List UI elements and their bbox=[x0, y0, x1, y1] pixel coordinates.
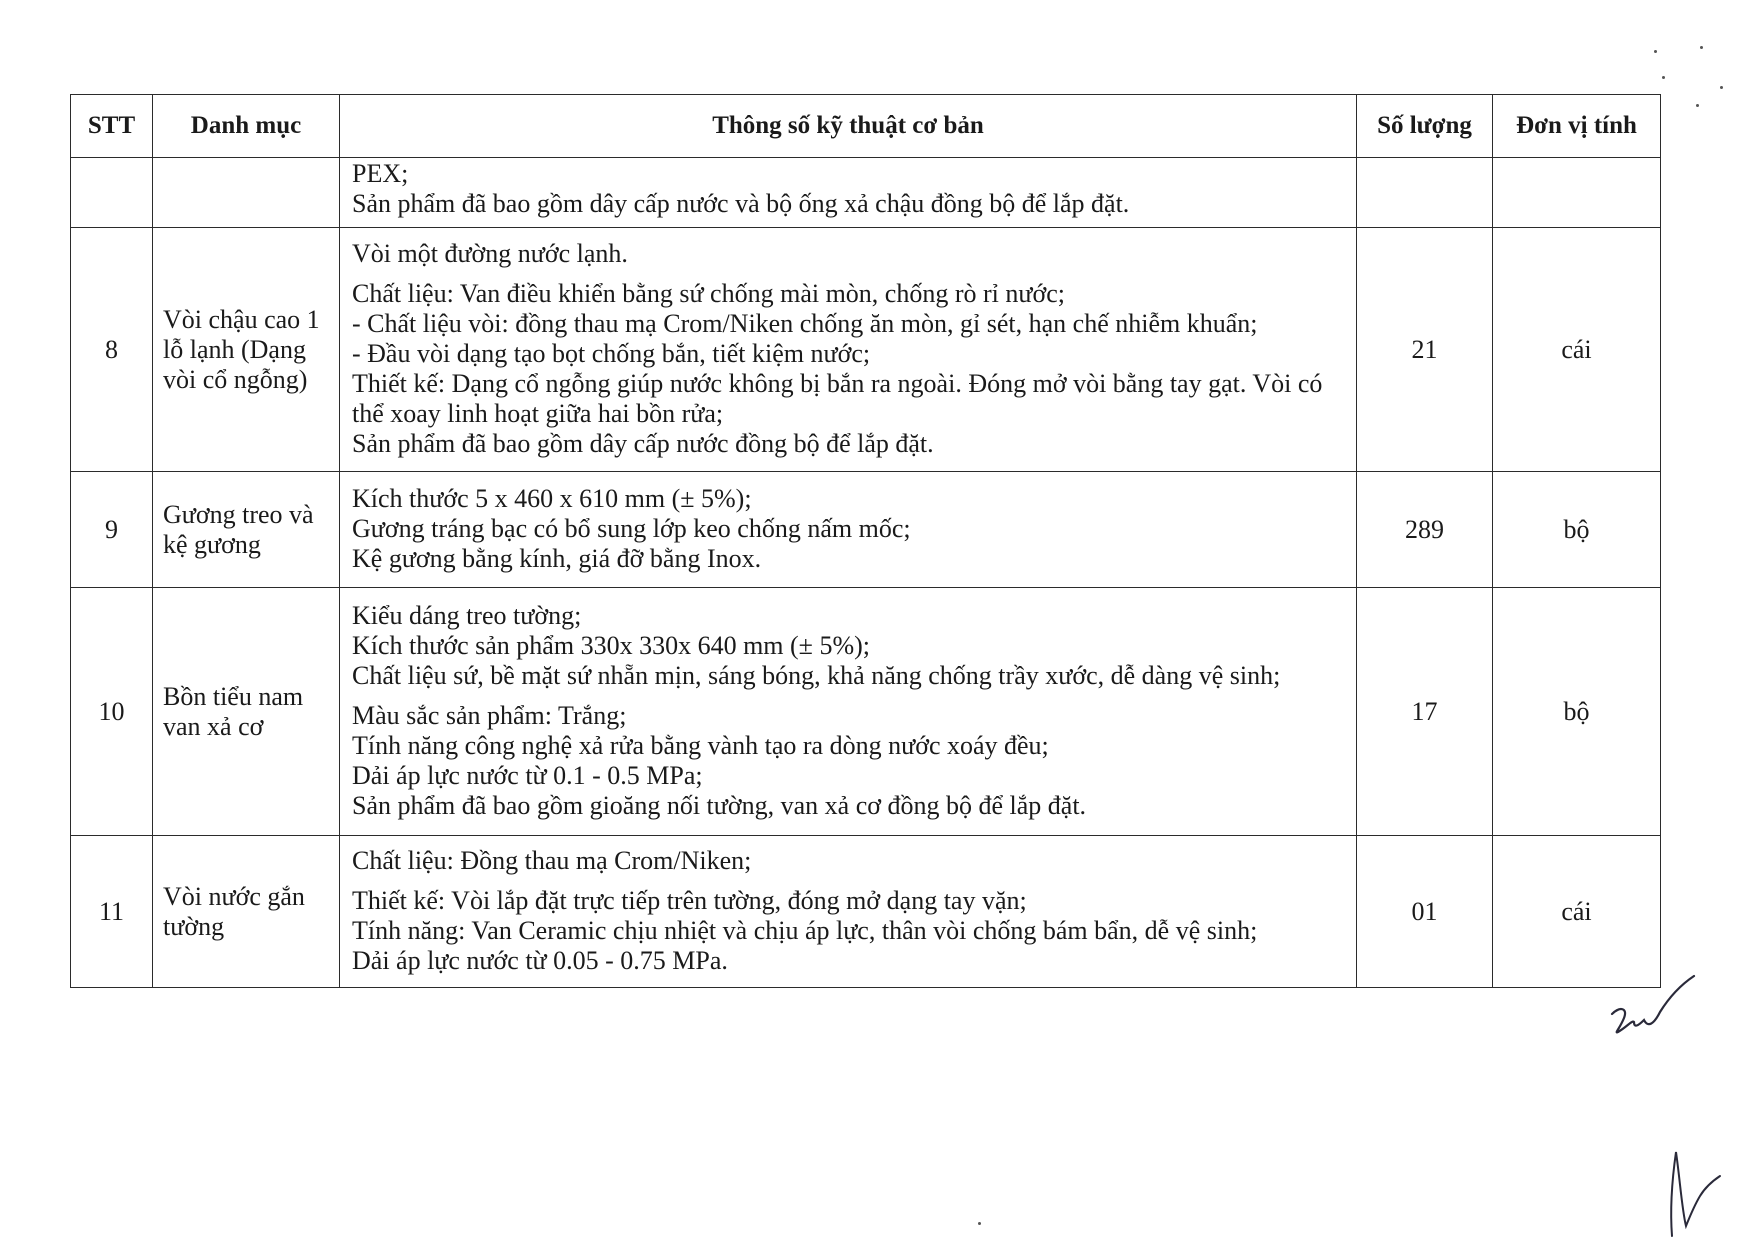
cell-danh-muc: Gương treo và kệ gương bbox=[153, 472, 340, 588]
cell-danh-muc: Vòi nước gắn tường bbox=[153, 836, 340, 988]
cell-don-vi bbox=[1493, 158, 1661, 228]
cell-so-luong: 21 bbox=[1357, 228, 1493, 472]
cell-danh-muc: Vòi chậu cao 1 lỗ lạnh (Dạng vòi cổ ngỗng) bbox=[153, 228, 340, 472]
cell-stt: 9 bbox=[71, 472, 153, 588]
scan-speck bbox=[1654, 50, 1657, 53]
spec-line: Kích thước 5 x 460 x 610 mm (± 5%); bbox=[352, 483, 752, 513]
cell-specs bbox=[340, 588, 1357, 836]
scan-speck bbox=[1700, 46, 1703, 49]
table-row bbox=[71, 228, 1661, 472]
spec-line: Kích thước sản phẩm 330x 330x 640 mm (± 5%); bbox=[352, 630, 870, 660]
spec-line: Vòi một đường nước lạnh. bbox=[352, 238, 628, 268]
handwritten-signature-mark bbox=[1660, 1140, 1730, 1240]
table-row bbox=[71, 158, 1661, 228]
cell-stt: 10 bbox=[71, 588, 153, 836]
spec-line: Kệ gương bằng kính, giá đỡ bằng Inox. bbox=[352, 543, 762, 573]
cell-danh-muc bbox=[153, 158, 340, 228]
cell-specs bbox=[340, 836, 1357, 988]
table-row bbox=[71, 472, 1661, 588]
spec-line: - Đầu vòi dạng tạo bọt chống bắn, tiết kiệm nước; bbox=[352, 338, 871, 368]
spec-line: PEX; bbox=[352, 158, 409, 188]
cell-danh-muc: Bồn tiểu nam van xả cơ bbox=[153, 588, 340, 836]
spec-line: Gương tráng bạc có bổ sung lớp keo chống nấm mốc; bbox=[352, 513, 911, 543]
cell-specs bbox=[340, 228, 1357, 472]
spec-line: Chất liệu sứ, bề mặt sứ nhẵn mịn, sáng bóng, khả năng chống trầy xước, dễ dàng vệ sinh; bbox=[352, 660, 1281, 690]
spec-line: Sản phẩm đã bao gồm dây cấp nước và bộ ống xả chậu đồng bộ để lắp đặt. bbox=[352, 188, 1130, 218]
spec-line: Kiểu dáng treo tường; bbox=[352, 600, 582, 630]
scan-speck bbox=[1696, 104, 1699, 107]
header-so-luong: Số lượng bbox=[1357, 95, 1493, 158]
scan-speck bbox=[1720, 86, 1723, 89]
cell-specs bbox=[340, 472, 1357, 588]
header-thong-so: Thông số kỹ thuật cơ bản bbox=[340, 95, 1357, 158]
cell-don-vi: cái bbox=[1493, 836, 1661, 988]
header-danh-muc: Danh mục bbox=[153, 95, 340, 158]
table-row bbox=[71, 836, 1661, 988]
scan-speck bbox=[1662, 76, 1665, 79]
cell-so-luong: 289 bbox=[1357, 472, 1493, 588]
cell-stt bbox=[71, 158, 153, 228]
cell-specs bbox=[340, 158, 1357, 228]
cell-don-vi: cái bbox=[1493, 228, 1661, 472]
spec-line: Màu sắc sản phẩm: Trắng; bbox=[352, 700, 627, 730]
spec-line: Chất liệu: Van điều khiển bằng sứ chống mài mòn, chống rò rỉ nước; bbox=[352, 278, 1065, 308]
scan-speck bbox=[978, 1222, 981, 1225]
cell-so-luong: 01 bbox=[1357, 836, 1493, 988]
spec-line: Thiết kế: Dạng cổ ngỗng giúp nước không bị bắn ra ngoài. Đóng mở vòi bằng tay gạt. Vòi có thể xoay linh hoạt giữa hai bồn rửa; bbox=[352, 368, 1323, 428]
cell-so-luong: 17 bbox=[1357, 588, 1493, 836]
header-stt: STT bbox=[71, 95, 153, 158]
spec-line: Chất liệu: Đồng thau mạ Crom/Niken; bbox=[352, 845, 752, 875]
spec-line: Dải áp lực nước từ 0.1 - 0.5 MPa; bbox=[352, 760, 703, 790]
spec-line: Tính năng: Van Ceramic chịu nhiệt và chịu áp lực, thân vòi chống bám bẩn, dễ vệ sinh; bbox=[352, 915, 1258, 945]
table-row bbox=[71, 588, 1661, 836]
spec-line: Thiết kế: Vòi lắp đặt trực tiếp trên tường, đóng mở dạng tay vặn; bbox=[352, 885, 1027, 915]
cell-so-luong bbox=[1357, 158, 1493, 228]
spec-line: Sản phẩm đã bao gồm gioăng nối tường, van xả cơ đồng bộ để lắp đặt. bbox=[352, 790, 1087, 820]
spec-line: Dải áp lực nước từ 0.05 - 0.75 MPa. bbox=[352, 945, 728, 975]
table-header-row bbox=[71, 95, 1661, 158]
header-don-vi: Đơn vị tính bbox=[1493, 95, 1661, 158]
handwritten-initial-mark bbox=[1598, 972, 1698, 1052]
spec-line: - Chất liệu vòi: đồng thau mạ Crom/Niken chống ăn mòn, gỉ sét, hạn chế nhiễm khuẩn; bbox=[352, 308, 1258, 338]
cell-stt: 8 bbox=[71, 228, 153, 472]
cell-don-vi: bộ bbox=[1493, 588, 1661, 836]
spec-line: Sản phẩm đã bao gồm dây cấp nước đồng bộ để lắp đặt. bbox=[352, 428, 934, 458]
specification-table bbox=[70, 94, 1661, 988]
cell-don-vi: bộ bbox=[1493, 472, 1661, 588]
spec-line: Tính năng công nghệ xả rửa bằng vành tạo ra dòng nước xoáy đều; bbox=[352, 730, 1049, 760]
cell-stt: 11 bbox=[71, 836, 153, 988]
